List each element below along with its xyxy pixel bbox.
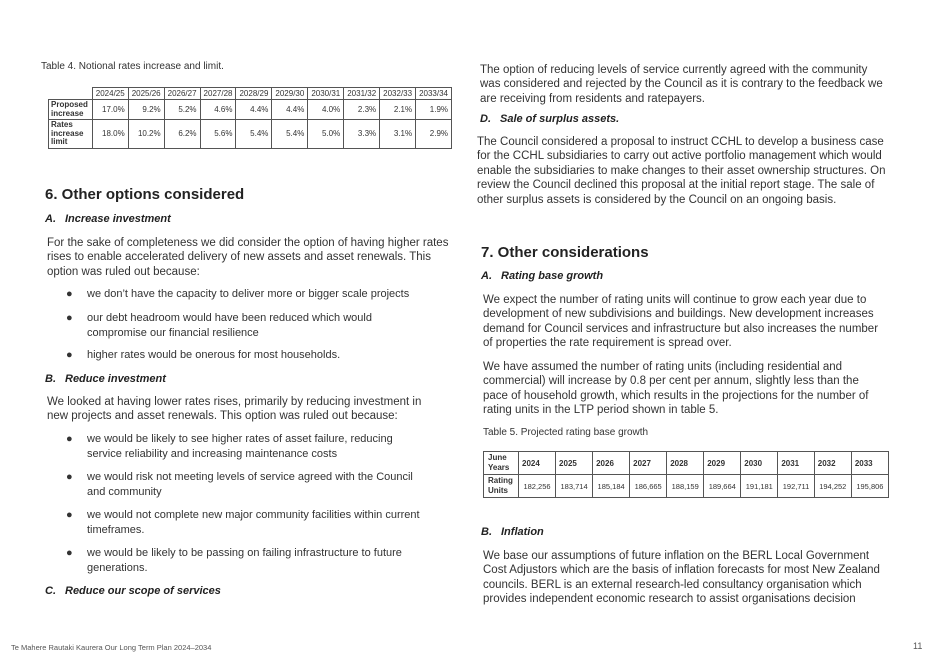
cell: 5.4% [236, 120, 272, 149]
table-row [484, 452, 889, 475]
table4-year: 2026/27 [164, 88, 200, 100]
section7-a-text2: We have assumed the number of rating units (including residential and commercial) will increase by 0.8 per cent per annum, slightly less than the pace of household growth, which results in the projections for the number of rating units in the LTP period shown in table 5. [483, 361, 869, 417]
cell: 195,806 [851, 475, 888, 498]
section7-heading: 7. Other considerations [481, 244, 649, 261]
cell: 188,159 [667, 475, 704, 498]
section6-heading: 6. Other options considered [45, 186, 245, 203]
table5-caption: Table 5. Projected rating base growth [483, 427, 649, 438]
cell: 1.9% [416, 100, 452, 120]
section-letter: B. [481, 526, 492, 538]
list-item-text: we don’t have the capacity to deliver more or bigger scale projects [87, 288, 410, 300]
cell: 3.1% [380, 120, 416, 149]
list-item [66, 348, 437, 363]
section-letter: B. [45, 373, 56, 385]
cell: 10.2% [128, 120, 164, 149]
table5-year: 2024 [519, 452, 556, 475]
bullet-icon: ● [66, 547, 73, 559]
table4-year: 2027/28 [200, 88, 236, 100]
table4-year: 2032/33 [380, 88, 416, 100]
table4-year: 2029/30 [272, 88, 308, 100]
table5-year: 2027 [630, 452, 667, 475]
table4-year: 2033/34 [416, 88, 452, 100]
cell: 4.4% [236, 100, 272, 120]
footer-title: Te Mahere Rautaki Kaurera Our Long Term Plan 2024–2034 [11, 643, 212, 652]
cell: 5.0% [308, 120, 344, 149]
bullet-icon: ● [66, 312, 73, 324]
section7-a-heading [481, 270, 603, 282]
table4-corner [49, 88, 93, 100]
cell: 182,256 [519, 475, 556, 498]
section-title: Reduce our scope of services [65, 585, 221, 597]
section-d-text: The Council considered a proposal to instruct CCHL to develop a business case for the CCHL subsidiaries to carry out active portfolio management which would enable the subsidiaries to make changes to their asset ownership structures. On review the Council declined this proposal at the initial report stage. The sale of other surplus assets is considered by the Council on an ongoing basis. [477, 136, 886, 206]
table4-year: 2031/32 [344, 88, 380, 100]
bullet-icon: ● [66, 433, 73, 445]
table4-year: 2030/31 [308, 88, 344, 100]
cell: 3.3% [344, 120, 380, 149]
cell: 186,665 [630, 475, 667, 498]
table-row [49, 120, 452, 149]
cell: 5.2% [164, 100, 200, 120]
section6-b-text: We looked at having lower rates rises, primarily by reducing investment in new projects and asset renewals. This option was ruled out because: [47, 396, 422, 423]
cell: 2.3% [344, 100, 380, 120]
section6-a-text: For the sake of completeness we did consider the option of having higher rates rises to enable accelerated delivery of new assets and asset renewals. This option was ruled out because: [47, 237, 449, 278]
section-letter: A. [45, 213, 56, 225]
list-item-text: our debt headroom would have been reduced which would compromise our financial resilience [87, 312, 372, 339]
table5-year: 2025 [556, 452, 593, 475]
section-letter: A. [481, 270, 492, 282]
row-label: Rating Units [484, 475, 519, 498]
table4-caption: Table 4. Notional rates increase and limit. [41, 61, 224, 72]
section-letter: C. [45, 585, 56, 597]
bullet-icon: ● [66, 349, 73, 361]
cell: 185,184 [593, 475, 630, 498]
list-item-text: we would be likely to be passing on failing infrastructure to future generations. [87, 547, 402, 574]
list-item [66, 311, 387, 341]
cell: 189,664 [704, 475, 741, 498]
cell: 2.1% [380, 100, 416, 120]
cell: 4.4% [272, 100, 308, 120]
rates-table [48, 87, 452, 149]
section7-a-text1: We expect the number of rating units will continue to grow each year due to development of new subdivisions and buildings. New development increases demand for Council services and infrastructure but also increases the number of properties the rate requirement is spread over. [483, 294, 879, 350]
table4-year: 2025/26 [128, 88, 164, 100]
cell: 194,252 [814, 475, 851, 498]
bullet-icon: ● [66, 288, 73, 300]
list-item [66, 508, 437, 538]
rating-base-table [483, 451, 889, 498]
table5-year: 2026 [593, 452, 630, 475]
section-title: Increase investment [65, 213, 171, 225]
section7-b-text: We base our assumptions of future inflation on the BERL Local Government Cost Adjustors which are the basis of inflation forecasts for most New Zealand councils. BERL is an external research-led consultancy organisation which provides independent economic research to assist organisations decision [483, 550, 880, 606]
section-title: Inflation [501, 526, 544, 538]
cell: 5.6% [200, 120, 236, 149]
list-item-text: we would risk not meeting levels of service agreed with the Council and community [87, 471, 413, 498]
left-column [41, 61, 453, 597]
cell: 192,711 [778, 475, 814, 498]
row-label: Proposed increase [49, 100, 93, 120]
section-letter: D. [480, 113, 491, 125]
row-label: June Years [484, 452, 519, 475]
table5-year: 2031 [778, 452, 814, 475]
cell: 9.2% [128, 100, 164, 120]
cell: 5.4% [272, 120, 308, 149]
list-item [66, 432, 427, 462]
section6-a-heading [45, 213, 171, 225]
list-item [66, 470, 427, 500]
list-item-text: we would not complete new major community facilities within current timeframes. [87, 509, 420, 536]
section7-b-heading [481, 526, 544, 538]
table4-year: 2028/29 [236, 88, 272, 100]
cell: 17.0% [92, 100, 128, 120]
table-row [484, 475, 889, 498]
section6-b-heading [45, 373, 166, 385]
page-number: 11 [913, 641, 923, 651]
table5-year: 2029 [704, 452, 741, 475]
cell: 6.2% [164, 120, 200, 149]
cell: 4.0% [308, 100, 344, 120]
list-item-text: we would be likely to see higher rates of asset failure, reducing service reliability and increasing maintenance costs [87, 433, 393, 460]
row-label: Rates increase limit [49, 120, 93, 149]
table5-year: 2032 [814, 452, 851, 475]
list-item [66, 287, 437, 302]
table5-year: 2033 [851, 452, 888, 475]
section-title: Sale of surplus assets. [500, 113, 620, 125]
bullet-icon: ● [66, 471, 73, 483]
cell: 4.6% [200, 100, 236, 120]
table-row [49, 100, 452, 120]
table5-year: 2030 [741, 452, 778, 475]
intro-text: The option of reducing levels of service currently agreed with the community was considered and rejected by the Council as it is contrary to the feedback we are receiving from residents and ratepayers. [480, 64, 883, 105]
cell: 18.0% [92, 120, 128, 149]
section-title: Rating base growth [501, 270, 604, 282]
bullet-icon: ● [66, 509, 73, 521]
section-title: Reduce investment [65, 373, 166, 385]
cell: 183,714 [556, 475, 593, 498]
table5-year: 2028 [667, 452, 704, 475]
cell: 191,181 [741, 475, 778, 498]
table4-year: 2024/25 [92, 88, 128, 100]
section-d-heading [480, 113, 619, 125]
section6-c-heading [45, 585, 221, 597]
cell: 2.9% [416, 120, 452, 149]
list-item-text: higher rates would be onerous for most households. [87, 349, 341, 361]
list-item [66, 546, 427, 576]
